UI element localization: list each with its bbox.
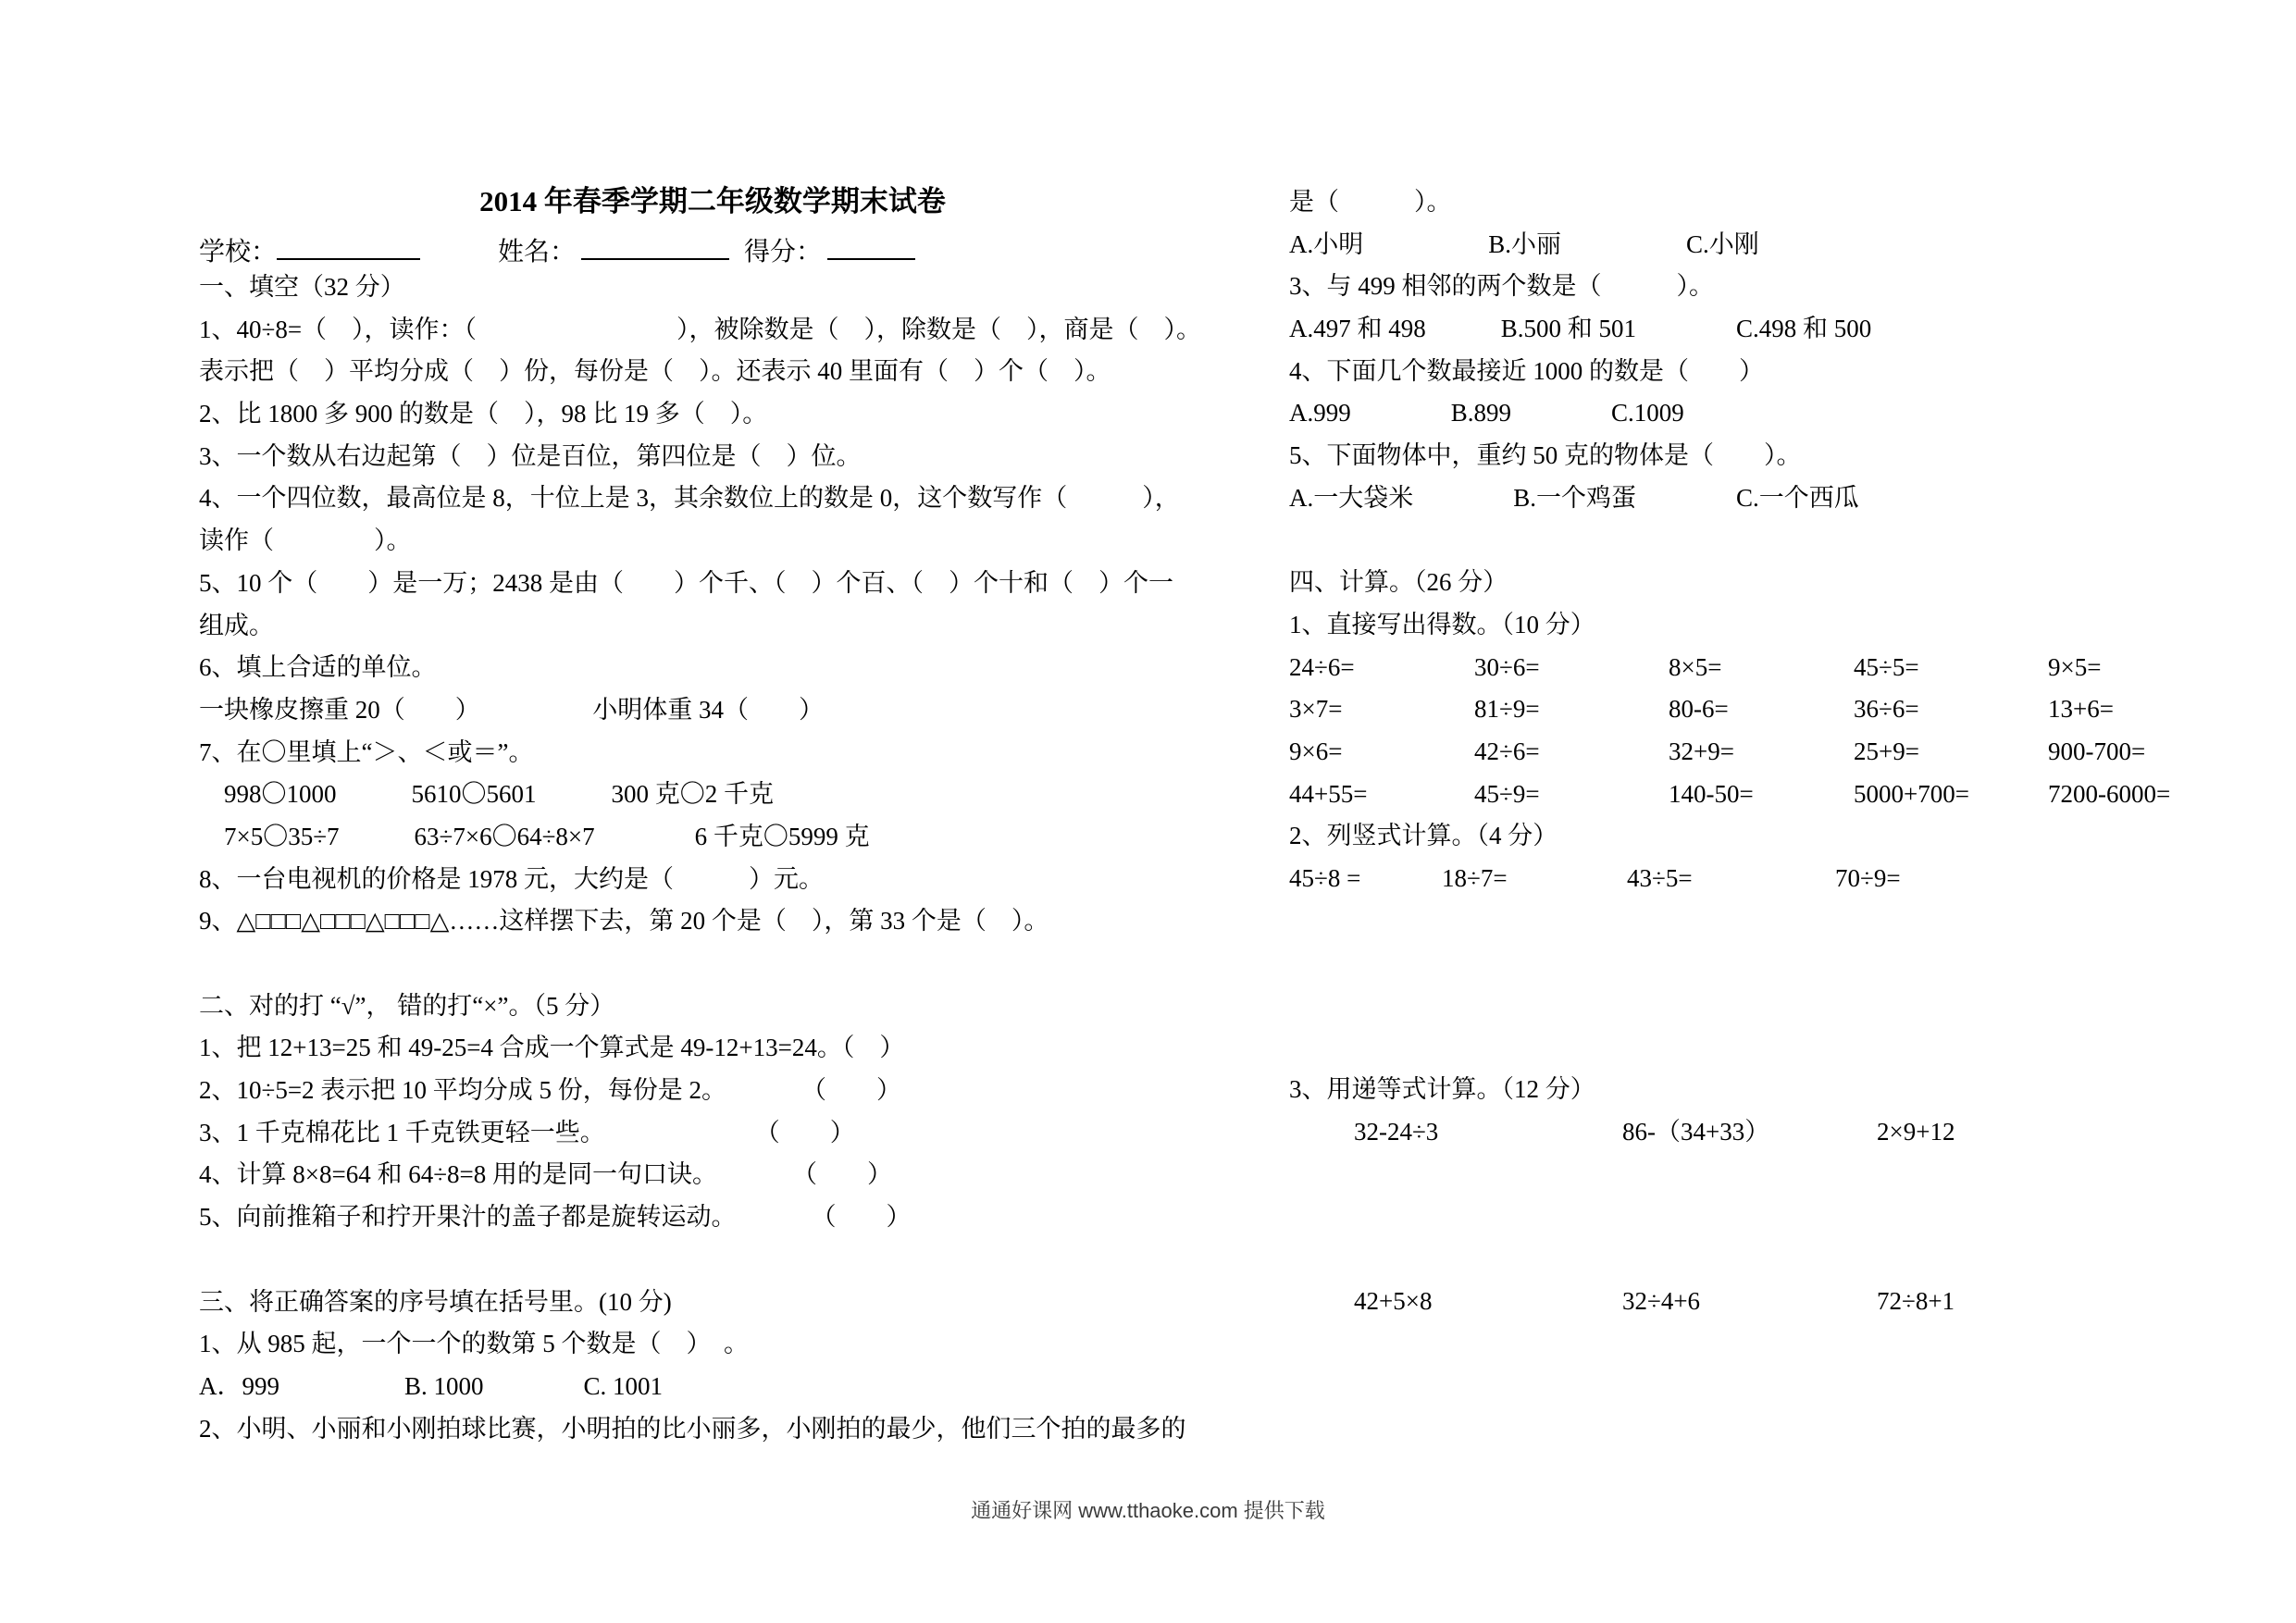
school-blank-line xyxy=(277,227,420,260)
calc-expression: 140-50= xyxy=(1669,779,1754,808)
text-line xyxy=(1289,520,2170,563)
calc-expression: 24÷6= xyxy=(1289,652,1355,681)
calc-expression: 5000+700= xyxy=(1854,779,1969,808)
text-line: 4、一个四位数，最高位是 8，十位上是 3，其余数位上的数是 0，这个数写作（ ）， xyxy=(199,484,1180,513)
text-line xyxy=(199,943,1235,985)
text-line: 4、计算 8×8=64 和 64÷8=8 用的是同一句口诀。 （ ） xyxy=(199,1160,892,1189)
text-line xyxy=(1289,985,2170,1027)
text-line: 1、直接写出得数。（10 分） xyxy=(1289,610,1595,638)
calc-expression: 30÷6= xyxy=(1474,652,1540,681)
calc-expression: 42÷6= xyxy=(1474,737,1540,765)
name-label: 姓名： xyxy=(498,238,577,266)
text-line: 2、小明、小丽和小刚拍球比赛，小明拍的比小丽多，小刚拍的最少，他们三个拍的最多的 xyxy=(199,1414,1186,1443)
text-line: 6、填上合适的单位。 xyxy=(199,653,437,682)
text-line: 4、下面几个数最接近 1000 的数是（ ） xyxy=(1289,356,1764,385)
calc-expression: 9×6= xyxy=(1289,737,1343,765)
text-line: 一、填空（32 分） xyxy=(199,273,405,301)
text-line: 7×5〇35÷7 63÷7×6〇64÷8×7 6 千克〇5999 克 xyxy=(199,822,870,850)
score-label: 得分： xyxy=(744,238,823,266)
student-info-row xyxy=(199,227,1291,271)
calc-expression: 32+9= xyxy=(1669,737,1734,765)
calc-row xyxy=(1289,647,2170,689)
text-line: 二、对的打 “√”， 错的打“×”。（5 分） xyxy=(199,991,615,1020)
calc-expression: 44+55= xyxy=(1289,779,1368,808)
text-line: A．999 B. 1000 C. 1001 xyxy=(199,1371,664,1400)
calc-expression: 43÷5= xyxy=(1627,864,1693,892)
calc-expression: 18÷7= xyxy=(1442,864,1508,892)
text-line: 一块橡皮擦重 20（ ） 小明体重 34（ ） xyxy=(199,695,824,724)
text-line: 2、比 1800 多 900 的数是（ ），98 比 19 多（ ）。 xyxy=(199,400,768,428)
text-line: 5、下面物体中，重约 50 克的物体是（ ）。 xyxy=(1289,441,1802,470)
exam-title: 2014 年春季学期二年级数学期末试卷 xyxy=(479,185,946,217)
calc-expression: 72÷8+1 xyxy=(1877,1286,1955,1315)
text-line xyxy=(1289,942,2170,985)
calc-expression: 80-6= xyxy=(1669,695,1729,724)
text-line: 998〇1000 5610〇5601 300 克〇2 千克 xyxy=(199,780,774,809)
text-line: 7、在〇里填上“＞、＜或＝”。 xyxy=(199,737,534,766)
calc-expression: 32-24÷3 xyxy=(1354,1118,1439,1146)
text-line xyxy=(199,1239,1235,1282)
text-line xyxy=(1289,900,2170,943)
text-line: A.497 和 498 B.500 和 501 C.498 和 500 xyxy=(1289,315,1872,343)
right-column xyxy=(1289,181,2170,1323)
text-line: 8、一台电视机的价格是 1978 元，大约是（ ）元。 xyxy=(199,864,824,893)
text-line: A.小明 B.小丽 C.小刚 xyxy=(1289,229,1759,258)
text-line: 1、40÷8=（ ），读作：（ ），被除数是（ ），除数是（ ），商是（ ）。 xyxy=(199,315,1202,343)
calc-row xyxy=(1289,774,2170,816)
calc-expression: 36÷6= xyxy=(1854,695,1919,724)
calc-expression: 45÷8 = xyxy=(1289,864,1361,892)
calc-row xyxy=(1289,1281,2170,1323)
calc-expression: 70÷9= xyxy=(1835,864,1901,892)
calc-expression: 9×5= xyxy=(2048,652,2102,681)
calc-row xyxy=(1289,731,2170,774)
text-line: A.999 B.899 C.1009 xyxy=(1289,399,1684,427)
calc-expression: 81÷9= xyxy=(1474,695,1540,724)
score-blank-line xyxy=(827,227,915,260)
text-line xyxy=(1289,1238,2170,1281)
text-line: 1、从 985 起，一个一个的数第 5 个数是（ ） 。 xyxy=(199,1330,749,1358)
school-label: 学校： xyxy=(199,238,278,266)
calc-expression: 900-700= xyxy=(2048,737,2146,765)
calc-expression: 3×7= xyxy=(1289,695,1343,724)
name-blank-line xyxy=(581,227,729,260)
text-line: 2、10÷5=2 表示把 10 平均分成 5 份，每份是 2。 （ ） xyxy=(199,1076,902,1105)
text-line: 2、列竖式计算。（4 分） xyxy=(1289,822,1558,850)
text-line: 5、向前推箱子和拧开果汁的盖子都是旋转运动。 （ ） xyxy=(199,1203,912,1232)
calc-expression: 86-（34+33） xyxy=(1622,1118,1770,1146)
text-line: 组成。 xyxy=(199,611,274,639)
calc-expression: 13+6= xyxy=(2048,695,2114,724)
calc-expression: 32÷4+6 xyxy=(1622,1286,1701,1315)
left-column xyxy=(199,266,1235,1450)
calc-expression: 25+9= xyxy=(1854,737,1919,765)
calc-expression: 7200-6000= xyxy=(2048,779,2171,808)
text-line: 3、用递等式计算。（12 分） xyxy=(1289,1075,1595,1104)
calc-expression: 8×5= xyxy=(1669,652,1722,681)
text-line: 5、10 个（ ）是一万；2438 是由（ ）个千、（ ）个百、（ ）个十和（ ）个一 xyxy=(199,568,1173,597)
text-line: 1、把 12+13=25 和 49-25=4 合成一个算式是 49-12+13=24。（ ） xyxy=(199,1034,905,1062)
text-line: 3、1 千克棉花比 1 千克铁更轻一些。 （ ） xyxy=(199,1118,855,1146)
calc-expression: 45÷5= xyxy=(1854,652,1919,681)
calc-expression: 2×9+12 xyxy=(1877,1118,1955,1146)
calc-row xyxy=(1289,688,2170,731)
text-line: 3、一个数从右边起第（ ）位是百位，第四位是（ ）位。 xyxy=(199,441,862,470)
text-line: 9、△□□□△□□□△□□□△……这样摆下去，第 20 个是（ ），第 33 个是（ ）。 xyxy=(199,907,1049,935)
calc-row xyxy=(1289,1111,2170,1154)
footer-watermark: 通通好课网 www.tthaoke.com 提供下载 xyxy=(971,1499,1325,1522)
text-line: 3、与 499 相邻的两个数是（ ）。 xyxy=(1289,272,1714,301)
text-line: 读作（ ）。 xyxy=(199,527,412,555)
text-line: A.一大袋米 B.一个鸡蛋 C.一个西瓜 xyxy=(1289,483,1859,512)
text-line xyxy=(1289,1154,2170,1196)
text-line: 是（ ）。 xyxy=(1289,188,1452,216)
calc-expression: 45÷9= xyxy=(1474,779,1540,808)
text-line xyxy=(1289,1027,2170,1070)
calc-row xyxy=(1289,858,2170,900)
text-line: 三、将正确答案的序号填在括号里。(10 分) xyxy=(199,1287,672,1316)
text-line: 表示把（ ）平均分成（ ）份，每份是（ ）。还表示 40 里面有（ ）个（ ）。 xyxy=(199,357,1111,386)
text-line: 四、计算。（26 分） xyxy=(1289,568,1508,597)
calc-expression: 42+5×8 xyxy=(1354,1286,1433,1315)
text-line xyxy=(1289,1196,2170,1239)
